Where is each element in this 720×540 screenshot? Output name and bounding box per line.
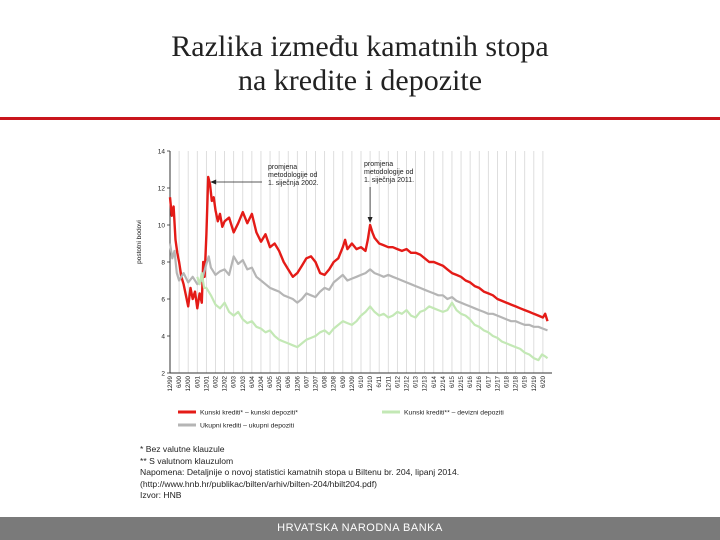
annotation-text-2-line-2: metodologije od — [364, 169, 414, 176]
x-tick-label: 12/14 — [439, 376, 447, 392]
title-line-2: na kredite i depozite — [237, 64, 483, 97]
x-tick-label: 6/06 — [285, 376, 293, 389]
footnote-link: (http://www.hnb.hr/publikac/bilten/arhiv/bilten-204/hbilt204.pdf) — [140, 478, 377, 489]
x-tick-label: 6/09 — [339, 376, 347, 389]
x-tick-label: 6/08 — [321, 376, 329, 389]
footnote-1: * Bez valutne klauzule — [140, 444, 225, 454]
x-tick-label: 12/11 — [385, 376, 393, 392]
y-tick-label: 4 — [161, 333, 165, 341]
x-tick-label: 12/16 — [476, 376, 484, 392]
x-tick-label: 6/11 — [376, 376, 384, 388]
x-tick-label: 6/03 — [230, 376, 238, 389]
x-tick-label: 6/01 — [194, 376, 202, 389]
annotation-text-2-line-1: promjena — [364, 161, 394, 168]
annotation-text-2-line-3: 1. siječnja 2011. — [364, 177, 415, 184]
x-tick-label: 12/99 — [167, 376, 174, 392]
footnote-note: Napomena: Detaljnije o novoj statistici kamatnih stopa u Biltenu br. 204, lipanj 2014. — [140, 467, 460, 477]
annotation-arrowhead-2 — [368, 217, 373, 223]
series-line-3 — [197, 273, 547, 360]
x-tick-label: 6/04 — [248, 376, 256, 389]
x-tick-label: 6/13 — [412, 376, 420, 389]
x-tick-label: 6/18 — [503, 376, 511, 389]
x-tick-label: 12/18 — [512, 376, 520, 392]
x-tick-label: 12/03 — [239, 376, 247, 392]
y-tick-label: 2 — [161, 370, 165, 378]
x-tick-label: 6/10 — [358, 376, 365, 389]
x-tick-label: 6/02 — [212, 376, 220, 389]
x-tick-label: 12/13 — [421, 376, 429, 392]
x-tick-label: 12/07 — [312, 376, 320, 392]
x-tick-label: 12/19 — [530, 376, 538, 392]
x-tick-label: 12/06 — [294, 376, 302, 392]
y-tick-label: 12 — [157, 185, 165, 193]
x-tick-label: 6/00 — [176, 376, 184, 389]
y-axis-label: postotni bodovi — [136, 220, 143, 264]
x-tick-label: 12/05 — [276, 376, 284, 392]
x-tick-label: 6/19 — [521, 376, 529, 389]
x-tick-label: 6/07 — [303, 376, 311, 389]
x-tick-label: 12/10 — [367, 376, 375, 392]
x-tick-label: 6/17 — [485, 376, 493, 389]
x-tick-label: 12/15 — [458, 376, 466, 392]
x-tick-label: 12/17 — [494, 376, 502, 392]
y-tick-label: 14 — [157, 148, 165, 156]
footnote-2: ** S valutnom klauzulom — [140, 455, 234, 466]
y-tick-label: 10 — [157, 222, 165, 230]
y-tick-label: 8 — [161, 259, 165, 267]
x-tick-label: 12/01 — [203, 376, 211, 392]
footer-text: HRVATSKA NARODNA BANKA — [277, 522, 443, 534]
x-tick-label: 6/12 — [394, 376, 402, 389]
source-note: Izvor: HNB — [140, 490, 182, 500]
legend-label-3: Ukupni krediti – ukupni depoziti — [200, 422, 295, 430]
annotation-text-1-line-3: 1. siječnja 2002. — [268, 180, 319, 187]
legend-label-2: Kunski krediti** – devizni depoziti — [404, 409, 504, 417]
x-tick-label: 12/04 — [257, 376, 265, 392]
footnotes — [140, 444, 459, 502]
annotation-text-1-line-2: metodologije od — [268, 172, 318, 179]
series-line-1 — [170, 177, 548, 321]
x-tick-label: 6/15 — [448, 376, 456, 389]
x-tick-label: 12/09 — [348, 376, 356, 392]
annotation-text-1-line-1: promjena — [268, 164, 298, 171]
x-tick-label: 12/12 — [403, 376, 411, 392]
footer-bar — [0, 517, 720, 540]
title-line-1: Razlika između kamatnih stopa — [171, 30, 549, 63]
y-tick-label: 6 — [161, 296, 165, 304]
x-tick-label: 6/14 — [430, 376, 438, 389]
legend-label-1: Kunski krediti* – kunski depoziti* — [200, 409, 298, 417]
x-tick-label: 6/16 — [467, 376, 475, 389]
x-tick-label: 12/08 — [330, 376, 338, 392]
x-tick-label: 12/00 — [185, 376, 193, 392]
x-tick-label: 12/02 — [221, 376, 229, 392]
x-tick-label: 6/20 — [539, 376, 547, 389]
x-tick-label: 6/05 — [267, 376, 275, 389]
